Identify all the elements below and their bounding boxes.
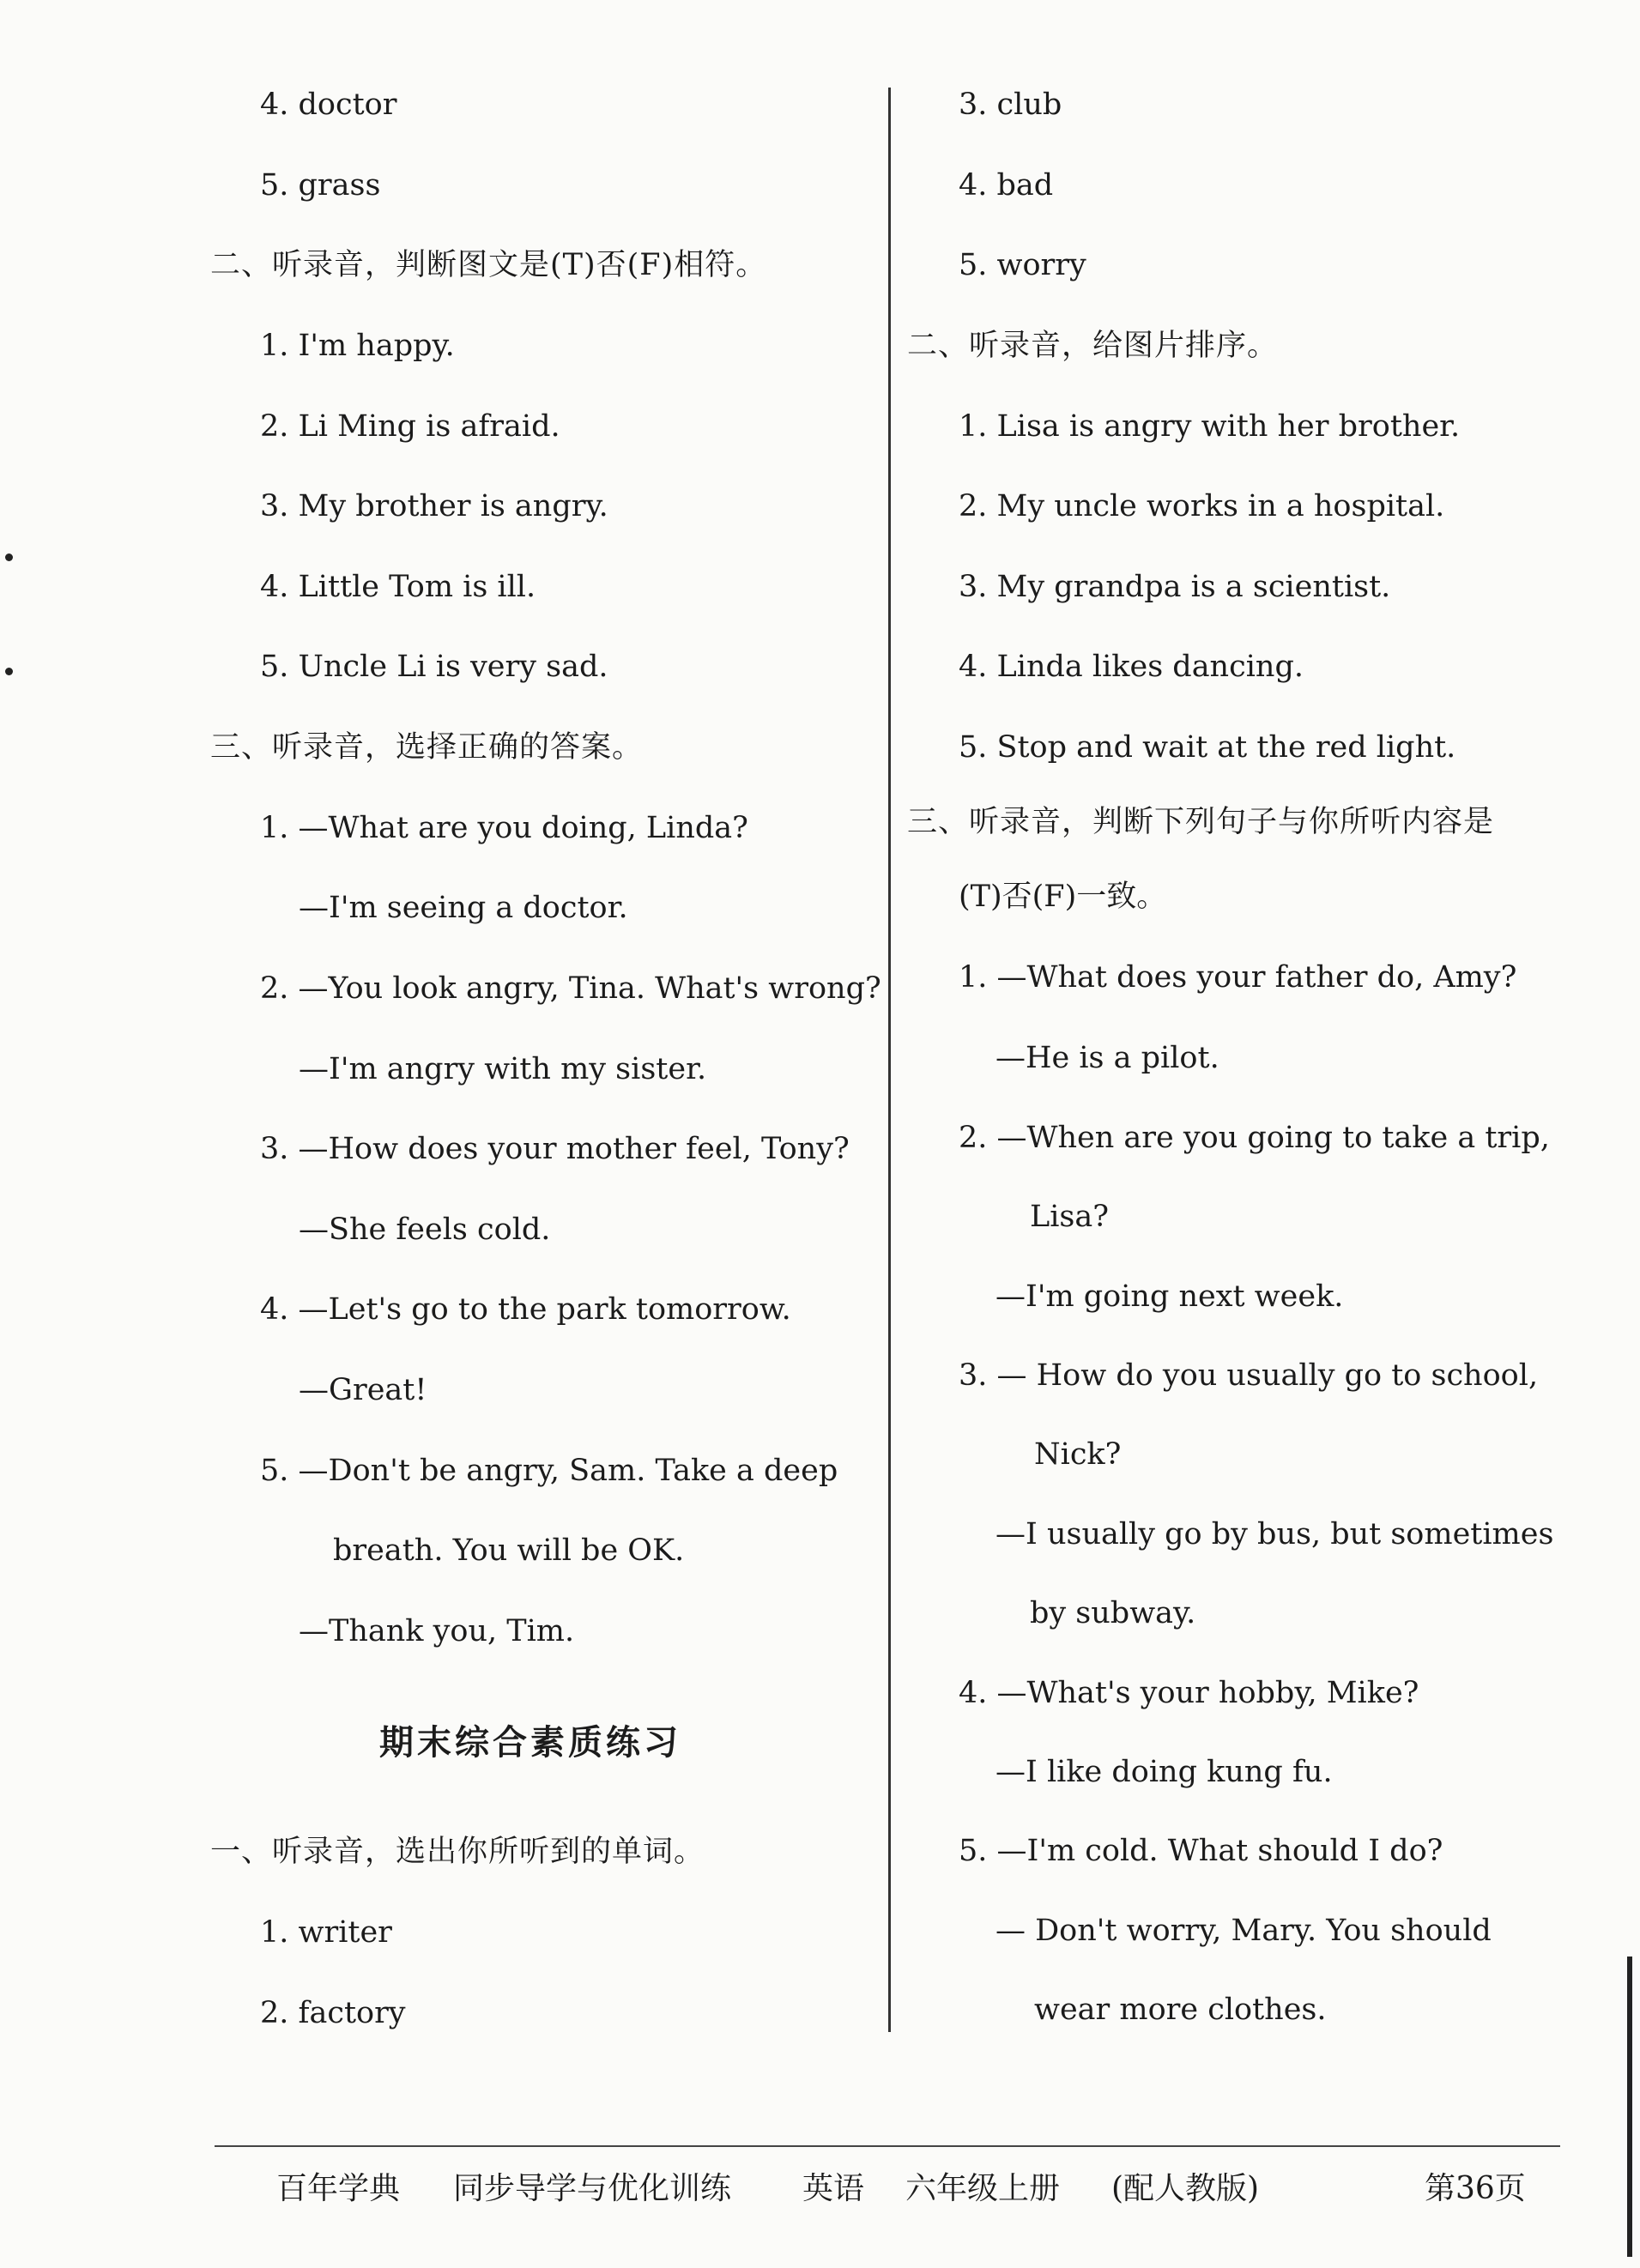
answer-item: —I'm seeing a doctor. xyxy=(299,891,628,925)
scan-speck xyxy=(5,668,13,675)
answer-item: wear more clothes. xyxy=(1034,1993,1327,2027)
answer-item: 4. bad xyxy=(959,168,1054,203)
section-heading: 三、听录音，判断下列句子与你所听内容是 xyxy=(907,805,1495,839)
answer-item: 1. writer xyxy=(260,1915,392,1950)
answer-item: Nick? xyxy=(1034,1437,1122,1472)
scan-edge-shadow xyxy=(1627,1957,1632,2257)
answer-item: 5. —I'm cold. What should I do? xyxy=(959,1834,1443,1868)
section-heading: 二、听录音，给图片排序。 xyxy=(907,329,1279,363)
section-heading: 一、听录音，选出你所听到的单词。 xyxy=(210,1835,705,1869)
answer-item: —I like doing kung fu. xyxy=(995,1755,1333,1789)
answer-item: 3. —How does your mother feel, Tony? xyxy=(260,1132,850,1166)
answer-item: 3. My brother is angry. xyxy=(260,489,608,523)
answer-item: —I'm angry with my sister. xyxy=(299,1052,707,1086)
footer-grade: 六年级上册 xyxy=(905,2171,1061,2206)
section-heading: 三、听录音，选择正确的答案。 xyxy=(210,730,644,765)
footer-rule xyxy=(215,2145,1560,2147)
answer-item: 1. Lisa is angry with her brother. xyxy=(959,409,1461,444)
answer-item: 3. My grandpa is a scientist. xyxy=(959,570,1391,604)
answer-item: by subway. xyxy=(1030,1596,1196,1630)
answer-item: 5. grass xyxy=(260,168,381,203)
answer-item: 3. — How do you usually go to school, xyxy=(959,1358,1539,1393)
answer-item: 2. factory xyxy=(260,1996,406,2030)
answer-item: breath. You will be OK. xyxy=(333,1533,685,1568)
answer-item: 5. worry xyxy=(959,248,1086,282)
scan-speck xyxy=(5,553,13,561)
answer-item: —Thank you, Tim. xyxy=(299,1614,575,1648)
answer-item: 1. —What does your father do, Amy? xyxy=(959,960,1517,995)
answer-item: —He is a pilot. xyxy=(995,1041,1219,1075)
answer-item: 1. I'm happy. xyxy=(260,329,455,363)
answer-item: —She feels cold. xyxy=(299,1213,551,1247)
answer-item: Lisa? xyxy=(1030,1200,1110,1234)
answer-item: 4. Linda likes dancing. xyxy=(959,650,1304,684)
answer-item: 2. Li Ming is afraid. xyxy=(260,409,560,444)
answer-item: 5. Uncle Li is very sad. xyxy=(260,650,608,684)
answer-item: —Great! xyxy=(299,1373,427,1407)
answer-item: 4. Little Tom is ill. xyxy=(260,570,536,604)
answer-item: —I usually go by bus, but sometimes xyxy=(995,1517,1554,1551)
section-heading: 二、听录音，判断图文是(T)否(F)相符。 xyxy=(210,248,767,282)
answer-item: 2. My uncle works in a hospital. xyxy=(959,489,1445,523)
footer-subject: 英语 xyxy=(802,2171,865,2206)
answer-item: 4. doctor xyxy=(260,88,397,122)
footer-brand: 百年学典 xyxy=(276,2171,401,2206)
answer-item: 4. —Let's go to the park tomorrow. xyxy=(260,1292,791,1327)
answer-item: 3. club xyxy=(959,88,1062,122)
footer-series: 同步导学与优化训练 xyxy=(453,2171,732,2206)
answer-item: —I'm going next week. xyxy=(995,1279,1344,1314)
section-heading-cont: (T)否(F)一致。 xyxy=(959,880,1167,914)
column-divider xyxy=(888,88,891,2032)
answer-item: — Don't worry, Mary. You should xyxy=(995,1914,1492,1948)
answer-item: 1. —What are you doing, Linda? xyxy=(260,811,748,845)
answer-item: 5. Stop and wait at the red light. xyxy=(959,730,1456,765)
page-number: 第36页 xyxy=(1425,2171,1526,2206)
answer-item: 4. —What's your hobby, Mike? xyxy=(959,1676,1419,1710)
answer-item: 2. —When are you going to take a trip, xyxy=(959,1121,1550,1155)
footer-edition: (配人教版) xyxy=(1111,2171,1260,2206)
section-title: 期末综合素质练习 xyxy=(379,1723,681,1763)
answer-item: 2. —You look angry, Tina. What's wrong? xyxy=(260,971,881,1006)
answer-item: 5. —Don't be angry, Sam. Take a deep xyxy=(260,1454,838,1488)
